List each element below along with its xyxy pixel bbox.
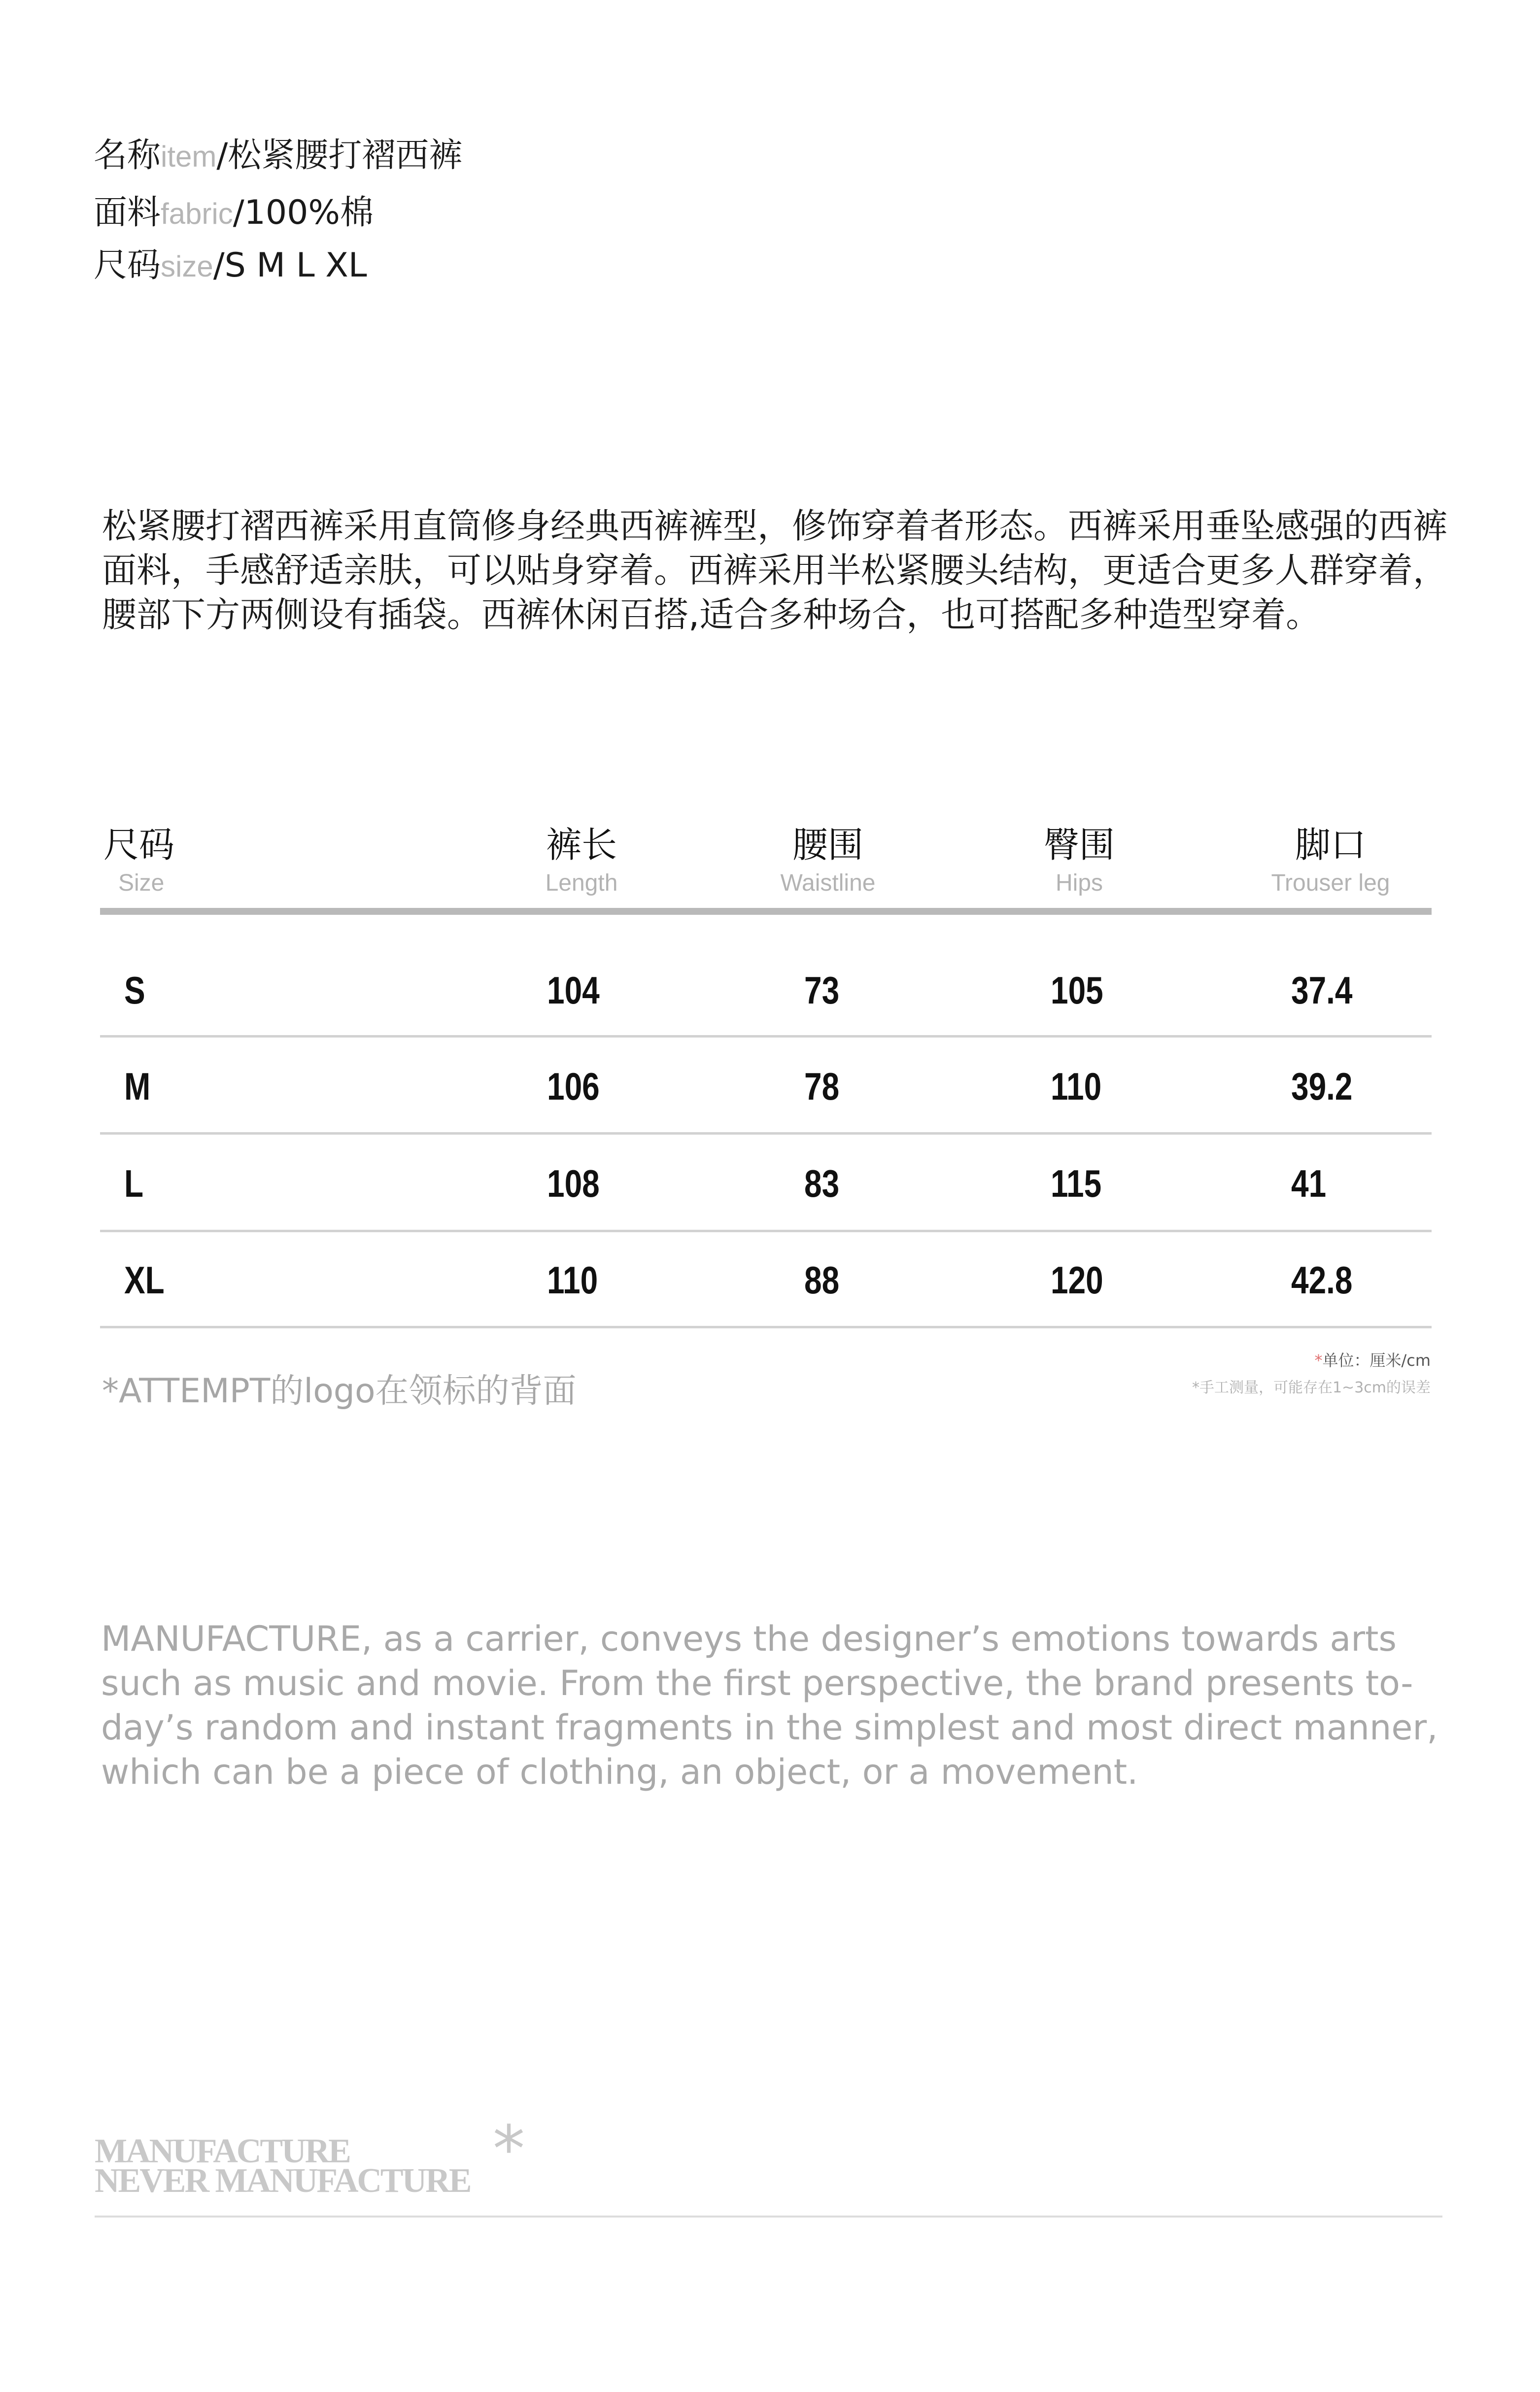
info-fabric-label: 面料 (94, 193, 161, 232)
cell-hips: 120 (1051, 1258, 1103, 1302)
header-hips-en: Hips (1055, 870, 1103, 896)
info-name-line (94, 136, 463, 175)
description-en: MANUFACTURE, as a carrier, conveys the designer’s emotions towards arts such as music and movie. From the first perspective, the brand presents to-day’s random and instant fragments in the simplest and most direct manner, which can be a piece of clothing, an object, or a movement. (101, 1619, 1438, 1792)
row-divider (100, 1132, 1432, 1135)
cell-waist: 83 (804, 1162, 840, 1205)
measurement-error-note: *手工测量，可能存在1~3cm的误差 (1192, 1379, 1431, 1396)
row-divider (100, 1326, 1432, 1328)
header-hips-zh: 臀围 (1043, 824, 1115, 866)
asterisk-icon: * (493, 2112, 525, 2186)
description-zh: 松紧腰打褶西裤采用直筒修身经典西裤裤型，修饰穿着者形态。西裤采用垂坠感强的西裤面料，手感舒适亲肤，可以贴身穿着。西裤采用半松紧腰头结构，更适合更多人群穿着，腰部下方两侧设有插袋。西裤休闲百搭,适合多种场合，也可搭配多种造型穿着。 (102, 506, 1447, 635)
info-size-line (94, 246, 367, 285)
cell-trouser-leg: 37.4 (1291, 969, 1353, 1012)
cell-waist: 78 (804, 1065, 840, 1108)
table-header-rule (100, 908, 1432, 915)
header-trouser-leg-en: Trouser leg (1271, 870, 1390, 896)
cell-trouser-leg: 41 (1291, 1162, 1327, 1205)
info-fabric-line (94, 193, 374, 232)
header-trouser-leg-zh: 脚口 (1295, 824, 1366, 866)
cell-hips: 110 (1051, 1065, 1102, 1108)
cell-size: M (124, 1065, 151, 1108)
header-size (103, 824, 175, 896)
cell-size: L (124, 1162, 144, 1205)
unit-note (1314, 1348, 1431, 1371)
cell-trouser-leg: 39.2 (1291, 1065, 1353, 1108)
header-length-en: Length (545, 870, 618, 896)
header-hips (1005, 824, 1153, 896)
cell-hips: 105 (1051, 969, 1103, 1012)
header-trouser-leg (1222, 824, 1439, 896)
cell-length: 108 (547, 1162, 600, 1205)
cell-waist: 73 (804, 969, 840, 1012)
cell-length: 110 (547, 1258, 598, 1302)
row-divider (100, 1035, 1432, 1038)
unit-note-star: * (1314, 1351, 1323, 1370)
header-size-zh: 尺码 (103, 824, 175, 866)
cell-length: 104 (547, 969, 600, 1012)
header-waist-en: Waistline (780, 870, 876, 896)
header-length (508, 824, 655, 896)
header-length-zh: 裤长 (546, 824, 617, 866)
cell-length: 106 (547, 1065, 600, 1108)
cell-size: S (124, 969, 145, 1012)
header-waist (734, 824, 922, 896)
info-size-label-en: size (161, 250, 213, 283)
cell-size: XL (124, 1258, 165, 1302)
info-size-value: /S M L XL (213, 246, 367, 285)
info-name-label-en: item (161, 140, 217, 173)
logo-note: *ATTEMPT的logo在领标的背面 (102, 1372, 577, 1411)
cell-waist: 88 (804, 1258, 840, 1302)
info-fabric-label-en: fabric (161, 197, 233, 230)
info-fabric-value: /100%棉 (233, 193, 374, 232)
info-name-label: 名称 (94, 136, 161, 175)
header-size-en: Size (118, 870, 165, 896)
header-waist-zh: 腰围 (792, 824, 863, 866)
info-name-value: /松紧腰打褶西裤 (216, 136, 463, 175)
cell-trouser-leg: 42.8 (1291, 1258, 1353, 1302)
unit-note-text: 单位：厘米/cm (1322, 1351, 1431, 1370)
info-size-label: 尺码 (94, 246, 161, 285)
brand-line-1: MANUFACTURE (95, 2132, 350, 2170)
footer-divider (95, 2216, 1442, 2218)
cell-hips: 115 (1051, 1162, 1102, 1205)
row-divider (100, 1230, 1432, 1232)
brand-line-2: NEVER MANUFACTURE (95, 2162, 471, 2200)
